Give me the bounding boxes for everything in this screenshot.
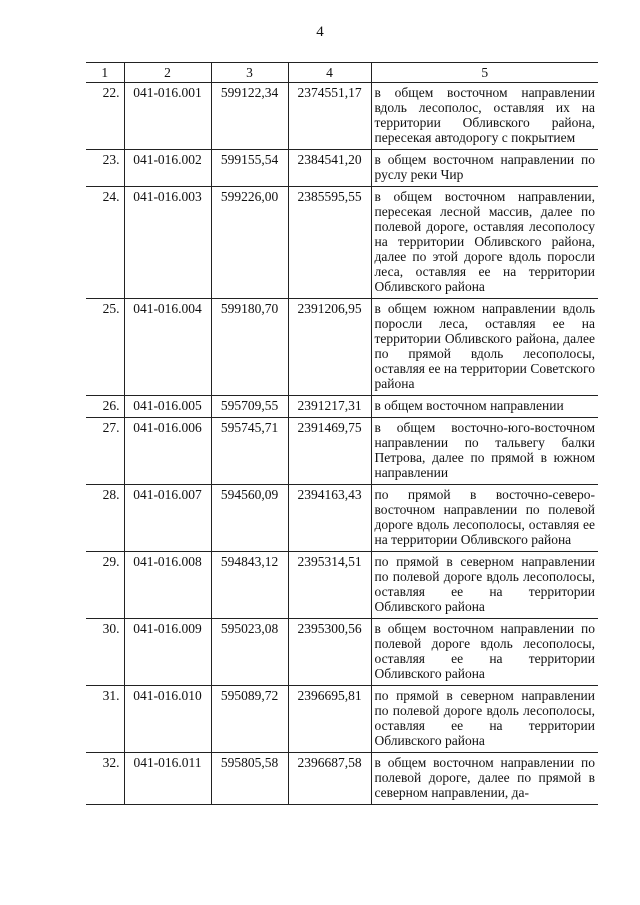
- coordinate-y: 2374551,17: [288, 83, 371, 150]
- row-number: 31.: [86, 686, 124, 753]
- row-number: 30.: [86, 619, 124, 686]
- boundary-description: по прямой в северном направлении по полевой дороге вдоль лесополосы, оставляя ее на территории Обливского района: [371, 552, 598, 619]
- row-number: 25.: [86, 299, 124, 396]
- point-code: 041-016.010: [124, 686, 211, 753]
- coordinate-y: 2394163,43: [288, 485, 371, 552]
- boundary-description: по прямой в северном направлении по полевой дороге вдоль лесополосы, оставляя ее на территории Обливского района: [371, 686, 598, 753]
- point-code: 041-016.002: [124, 150, 211, 187]
- column-header-number: 1: [86, 63, 124, 83]
- table-row: [86, 552, 598, 619]
- table-row: [86, 299, 598, 396]
- boundary-points-table: [86, 62, 598, 805]
- boundary-description: в общем восточном направлении по руслу реки Чир: [371, 150, 598, 187]
- coordinate-x: 599155,54: [211, 150, 288, 187]
- coordinate-y: 2391217,31: [288, 396, 371, 418]
- coordinate-y: 2396695,81: [288, 686, 371, 753]
- coordinate-y: 2385595,55: [288, 187, 371, 299]
- coordinate-x: 599122,34: [211, 83, 288, 150]
- row-number: 27.: [86, 418, 124, 485]
- coordinate-x: 594560,09: [211, 485, 288, 552]
- coordinate-x: 595805,58: [211, 753, 288, 805]
- coordinate-x: 595745,71: [211, 418, 288, 485]
- boundary-description: в общем восточно-юго-восточном направлении по тальвегу балки Петрова, далее по прямой в южном направлении: [371, 418, 598, 485]
- coordinate-x: 595089,72: [211, 686, 288, 753]
- row-number: 22.: [86, 83, 124, 150]
- boundary-description: в общем восточном направлении по полевой дороге вдоль лесополосы, оставляя ее на территории Обливского района: [371, 619, 598, 686]
- point-code: 041-016.005: [124, 396, 211, 418]
- boundary-description: по прямой в восточно-северо-восточном направлении по полевой дороге вдоль лесополосы, оставляя ее на территории Обливского района: [371, 485, 598, 552]
- boundary-description: в общем восточном направлении, пересекая лесной массив, далее по полевой дороге, оставляя лесополосу на территории Обливского района, далее по этой дороге вдоль поросли леса, оставляя ее на территории Обливского района: [371, 187, 598, 299]
- column-header-x: 3: [211, 63, 288, 83]
- table-row: [86, 418, 598, 485]
- table-row: [86, 485, 598, 552]
- coordinate-y: 2391469,75: [288, 418, 371, 485]
- column-header-description: 5: [371, 63, 598, 83]
- point-code: 041-016.011: [124, 753, 211, 805]
- point-code: 041-016.004: [124, 299, 211, 396]
- point-code: 041-016.008: [124, 552, 211, 619]
- point-code: 041-016.003: [124, 187, 211, 299]
- table-row: [86, 83, 598, 150]
- coordinate-x: 599180,70: [211, 299, 288, 396]
- boundary-description: в общем восточном направлении вдоль лесополос, оставляя их на территории Обливского района, пересекая автодорогу с покрытием: [371, 83, 598, 150]
- column-header-code: 2: [124, 63, 211, 83]
- coordinate-x: 594843,12: [211, 552, 288, 619]
- coordinate-x: 595709,55: [211, 396, 288, 418]
- point-code: 041-016.009: [124, 619, 211, 686]
- boundary-description: в общем восточном направлении по полевой дороге, далее по прямой в северном направлении, да-: [371, 753, 598, 805]
- table-row: [86, 619, 598, 686]
- coordinate-x: 595023,08: [211, 619, 288, 686]
- row-number: 24.: [86, 187, 124, 299]
- row-number: 28.: [86, 485, 124, 552]
- boundary-description: в общем восточном направлении: [371, 396, 598, 418]
- table-row: [86, 686, 598, 753]
- boundary-description: в общем южном направлении вдоль поросли леса, оставляя ее на территории Обливского района, далее по прямой вдоль лесополосы, оставляя ее на территории Советского района: [371, 299, 598, 396]
- table-row: [86, 150, 598, 187]
- row-number: 26.: [86, 396, 124, 418]
- column-header-y: 4: [288, 63, 371, 83]
- point-code: 041-016.007: [124, 485, 211, 552]
- table-row: [86, 753, 598, 805]
- table-row: [86, 187, 598, 299]
- row-number: 23.: [86, 150, 124, 187]
- table-header-row: [86, 63, 598, 83]
- row-number: 32.: [86, 753, 124, 805]
- coordinate-y: 2396687,58: [288, 753, 371, 805]
- point-code: 041-016.001: [124, 83, 211, 150]
- coordinate-x: 599226,00: [211, 187, 288, 299]
- coordinate-y: 2395314,51: [288, 552, 371, 619]
- point-code: 041-016.006: [124, 418, 211, 485]
- coordinate-y: 2395300,56: [288, 619, 371, 686]
- page-number: 4: [316, 24, 324, 40]
- coordinate-y: 2384541,20: [288, 150, 371, 187]
- row-number: 29.: [86, 552, 124, 619]
- table-row: [86, 396, 598, 418]
- coordinate-y: 2391206,95: [288, 299, 371, 396]
